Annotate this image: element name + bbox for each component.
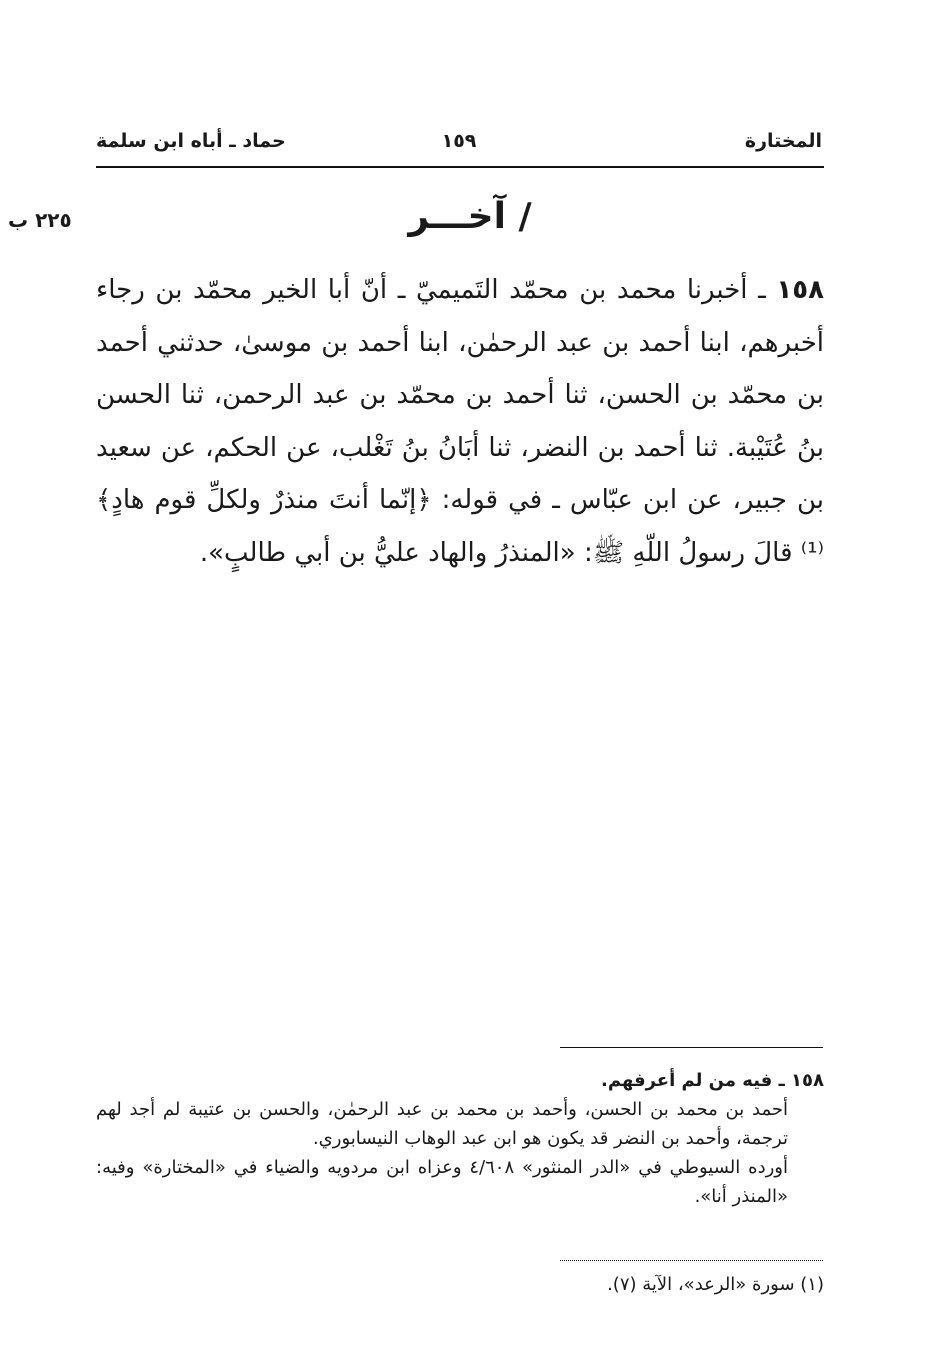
header-divider xyxy=(96,166,824,168)
note-paragraph-1: أحمد بن محمد بن الحسن، وأحمد بن محمد بن عبد الرحمٰن، والحسن بن عتيبة لم أجد لهم ترجمة، وأحمد بن النضر قد يكون هو ابن عبد الوهاب النيسابوري. xyxy=(96,1099,788,1149)
running-head xyxy=(96,128,822,160)
notes-divider xyxy=(560,1047,823,1048)
book-title: المختارة xyxy=(744,130,822,152)
note-heading: ١٥٨ ـ فيه من لم أعرفهم. xyxy=(600,1070,824,1091)
section-heading: / آخـــر xyxy=(408,196,532,237)
hadith-number: ١٥٨ xyxy=(776,275,824,305)
footnote-divider xyxy=(560,1260,823,1261)
commentary-notes xyxy=(96,1066,824,1211)
hadith-text: ـ أخبرنا محمد بن محمّد التَميميّ ـ أنّ أبا الخير محمّد بن رجاء أخبرهم، ابنا أحمد بن عبد الرحمٰن، ابنا أحمد بن موسىٰ، حدثني أحمد بن محمّد بن الحسن، ثنا أحمد بن محمّد بن عبد الرحمن، ثنا الحسن بنُ عُتَيْبة. ثنا أحمد بن النضر، ثنا أبَانُ بنُ تَغْلب، عن الحكم، عن سعيد بن جبير، عن ابن عبّاس ـ في قوله: ﴿إنّما أنتَ منذرٌ ولكلِّ قوم هادٍ﴾⁽¹⁾ قالَ رسولُ اللّهِ ﷺ: «المنذرُ والهاد عليُّ بن أبي طالبٍ». xyxy=(96,275,824,568)
chapter-title: حماد ـ أباه ابن سلمة xyxy=(96,130,286,152)
note-paragraph-2: أورده السيوطي في «الدر المنثور» ٤/٦٠٨ وعزاه ابن مردويه والضياء في «المختارة» وفيه: «المنذر أنا». xyxy=(96,1157,788,1207)
footnote: (١) سورة «الرعد»، الآية (٧). xyxy=(607,1274,824,1295)
page-number: ١٥٩ xyxy=(441,130,477,152)
manuscript-folio-note: ٢٢٥ ب xyxy=(8,208,72,232)
hadith-body xyxy=(96,264,824,579)
